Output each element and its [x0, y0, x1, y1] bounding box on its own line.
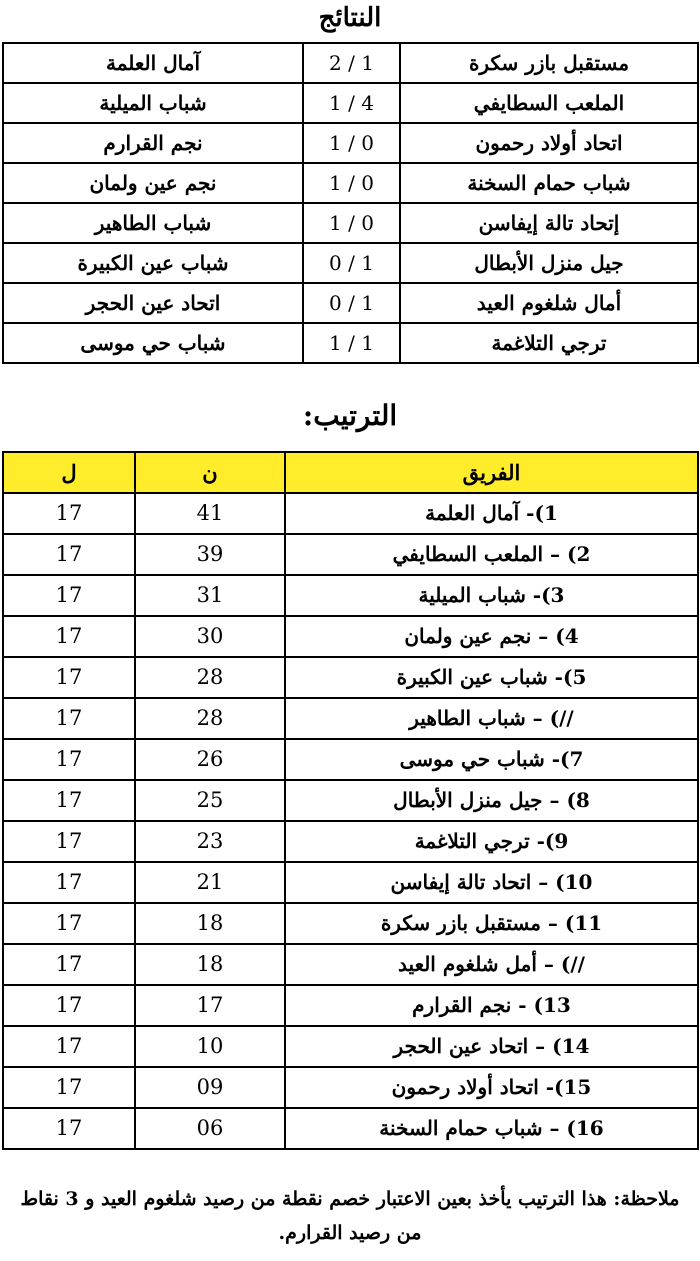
standings-points: 28 — [135, 698, 285, 739]
standings-row — [3, 862, 698, 903]
standings-team: 8) – جيل منزل الأبطال — [285, 780, 698, 821]
result-away-team: شباب الميلية — [3, 83, 303, 123]
standings-team: 1)- آمال العلمة — [285, 493, 698, 534]
standings-row — [3, 1026, 698, 1067]
standings-played: 17 — [3, 780, 135, 821]
result-away-team: شباب حي موسى — [3, 323, 303, 363]
result-row — [3, 43, 698, 83]
result-row — [3, 283, 698, 323]
standings-points: 09 — [135, 1067, 285, 1108]
standings-points: 28 — [135, 657, 285, 698]
standings-team: //) – أمل شلغوم العيد — [285, 944, 698, 985]
header-team: الفريق — [285, 452, 698, 493]
standings-row — [3, 616, 698, 657]
result-away-team: نجم عين ولمان — [3, 163, 303, 203]
result-row — [3, 163, 698, 203]
standings-played: 17 — [3, 739, 135, 780]
standings-team: 4) – نجم عين ولمان — [285, 616, 698, 657]
standings-team: //) – شباب الطاهير — [285, 698, 698, 739]
results-table — [2, 42, 699, 364]
result-score: 1 / 1 — [303, 323, 400, 363]
standings-team: 2) – الملعب السطايفي — [285, 534, 698, 575]
header-points: ن — [135, 452, 285, 493]
standings-points: 41 — [135, 493, 285, 534]
results-body — [3, 43, 698, 363]
result-home-team: مستقبل بازر سكرة — [400, 43, 698, 83]
standings-row — [3, 985, 698, 1026]
standings-points: 30 — [135, 616, 285, 657]
standings-row — [3, 698, 698, 739]
standings-row — [3, 780, 698, 821]
standings-points: 25 — [135, 780, 285, 821]
standings-team: 9)- ترجي التلاغمة — [285, 821, 698, 862]
standings-body — [3, 452, 698, 1149]
standings-points: 18 — [135, 903, 285, 944]
standings-played: 17 — [3, 1067, 135, 1108]
result-row — [3, 203, 698, 243]
result-away-team: شباب الطاهير — [3, 203, 303, 243]
standings-played: 17 — [3, 862, 135, 903]
standings-points: 21 — [135, 862, 285, 903]
result-home-team: أمال شلغوم العيد — [400, 283, 698, 323]
result-score: 0 / 1 — [303, 243, 400, 283]
standings-team: 16) – شباب حمام السخنة — [285, 1108, 698, 1149]
standings-points: 31 — [135, 575, 285, 616]
standings-points: 39 — [135, 534, 285, 575]
result-home-team: ترجي التلاغمة — [400, 323, 698, 363]
header-played: ل — [3, 452, 135, 493]
standings-row — [3, 944, 698, 985]
result-row — [3, 243, 698, 283]
standings-table — [2, 451, 699, 1150]
standings-played: 17 — [3, 985, 135, 1026]
standings-title: الترتيب: — [302, 399, 398, 432]
standings-team: 10) – اتحاد تالة إيفاسن — [285, 862, 698, 903]
standings-points: 10 — [135, 1026, 285, 1067]
standings-played: 17 — [3, 616, 135, 657]
standings-team: 3)- شباب الميلية — [285, 575, 698, 616]
result-score: 0 / 1 — [303, 283, 400, 323]
result-score: 1 / 0 — [303, 123, 400, 163]
note-text: ملاحظة: هذا الترتيب يأخذ بعين الاعتبار خصم نقطة من رصيد شلغوم العيد و 3 نقاط من رصيد القرارم. — [20, 1188, 680, 1244]
result-away-team: اتحاد عين الحجر — [3, 283, 303, 323]
standings-row — [3, 821, 698, 862]
result-row — [3, 83, 698, 123]
standings-played: 17 — [3, 1026, 135, 1067]
result-home-team: إتحاد تالة إيفاسن — [400, 203, 698, 243]
standings-played: 17 — [3, 1108, 135, 1149]
standings-played: 17 — [3, 698, 135, 739]
standings-team: 13) - نجم القرارم — [285, 985, 698, 1026]
standings-team: 5)- شباب عين الكبيرة — [285, 657, 698, 698]
standings-played: 17 — [3, 493, 135, 534]
standings-header-row — [3, 452, 698, 493]
result-home-team: جيل منزل الأبطال — [400, 243, 698, 283]
standings-row — [3, 1067, 698, 1108]
standings-played: 17 — [3, 821, 135, 862]
result-score: 1 / 0 — [303, 163, 400, 203]
standings-row — [3, 493, 698, 534]
standings-row — [3, 903, 698, 944]
result-score: 1 / 0 — [303, 203, 400, 243]
standings-team: 11) – مستقبل بازر سكرة — [285, 903, 698, 944]
standings-played: 17 — [3, 903, 135, 944]
result-away-team: آمال العلمة — [3, 43, 303, 83]
standings-points: 23 — [135, 821, 285, 862]
standings-played: 17 — [3, 657, 135, 698]
standings-row — [3, 657, 698, 698]
result-score: 1 / 4 — [303, 83, 400, 123]
results-title: النتائج — [318, 3, 382, 33]
standings-points: 26 — [135, 739, 285, 780]
standings-points: 17 — [135, 985, 285, 1026]
standings-points: 06 — [135, 1108, 285, 1149]
standings-row — [3, 534, 698, 575]
result-home-team: اتحاد أولاد رحمون — [400, 123, 698, 163]
result-away-team: نجم القرارم — [3, 123, 303, 163]
result-row — [3, 123, 698, 163]
standings-played: 17 — [3, 575, 135, 616]
standings-played: 17 — [3, 534, 135, 575]
result-row — [3, 323, 698, 363]
standings-played: 17 — [3, 944, 135, 985]
standings-row — [3, 1108, 698, 1149]
result-away-team: شباب عين الكبيرة — [3, 243, 303, 283]
standings-team: 7)- شباب حي موسى — [285, 739, 698, 780]
standings-team: 15)- اتحاد أولاد رحمون — [285, 1067, 698, 1108]
standings-row — [3, 739, 698, 780]
result-score: 2 / 1 — [303, 43, 400, 83]
result-home-team: الملعب السطايفي — [400, 83, 698, 123]
standings-team: 14) – اتحاد عين الحجر — [285, 1026, 698, 1067]
result-home-team: شباب حمام السخنة — [400, 163, 698, 203]
standings-points: 18 — [135, 944, 285, 985]
standings-row — [3, 575, 698, 616]
